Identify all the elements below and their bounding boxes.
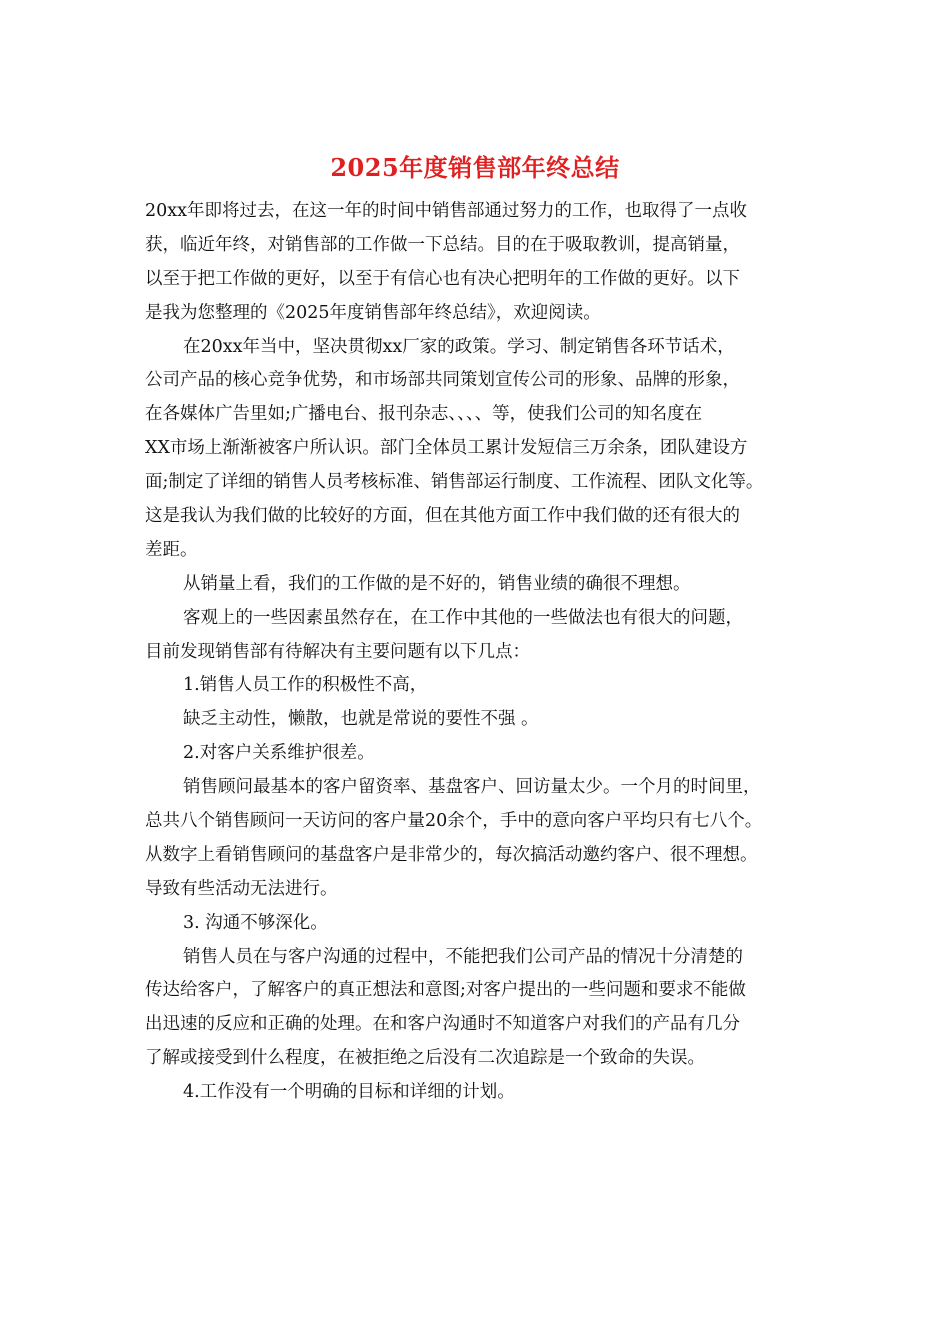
body-text-line: 客观上的一些因素虽然存在，在工作中其他的一些做法也有很大的问题， <box>183 607 743 628</box>
body-text-line: 4.工作没有一个明确的目标和详细的计划。 <box>183 1082 515 1103</box>
body-text-line: 销售人员在与客户沟通的过程中，不能把我们公司产品的情况十分清楚的 <box>183 946 743 967</box>
body-text-line: 差距。 <box>145 539 198 560</box>
body-text-line: 目前发现销售部有待解决有主要问题有以下几点： <box>145 641 530 662</box>
body-text-line: 从销量上看，我们的工作做的是不好的，销售业绩的确很不理想。 <box>183 573 691 594</box>
body-text-line: 获，临近年终，对销售部的工作做一下总结。目的在于吸取教训，提高销量， <box>145 234 740 255</box>
body-text-line: 缺乏主动性，懒散，也就是常说的要性不强 。 <box>183 709 539 730</box>
body-text-line: 导致有些活动无法进行。 <box>145 878 338 899</box>
body-text-line: 从数字上看销售顾问的基盘客户是非常少的，每次搞活动邀约客户、很不理想。 <box>145 844 758 865</box>
body-text-line: XX市场上渐渐被客户所认识。部门全体员工累计发短信三万余条，团队建设方 <box>145 438 748 459</box>
body-text-line: 在各媒体广告里如;广播电台、报刊杂志、、、、等，使我们公司的知名度在 <box>145 404 703 425</box>
body-text-line: 3. 沟通不够深化。 <box>183 912 328 933</box>
body-text-line: 1.销售人员工作的积极性不高， <box>183 675 428 696</box>
body-text-line: 在20xx年当中，坚决贯彻xx厂家的政策。学习、制定销售各环节话术， <box>183 336 735 357</box>
body-text-line: 传达给客户，了解客户的真正想法和意图;对客户提出的一些问题和要求不能做 <box>145 980 746 1001</box>
body-text-line: 销售顾问最基本的客户留资率、基盘客户、回访量太少。一个月的时间里， <box>183 777 761 798</box>
body-text-line: 面;制定了详细的销售人员考核标准、销售部运行制度、工作流程、团队文化等。 <box>145 472 764 493</box>
body-text-line: 出迅速的反应和正确的处理。在和客户沟通时不知道客户对我们的产品有几分 <box>145 1014 740 1035</box>
body-text-line: 总共八个销售顾问一天访问的客户量20余个，手中的意向客户平均只有七八个。 <box>145 811 763 832</box>
body-text-line: 了解或接受到什么程度，在被拒绝之后没有二次追踪是一个致命的失误。 <box>145 1048 705 1069</box>
body-text-line: 公司产品的核心竞争优势，和市场部共同策划宣传公司的形象、品牌的形象， <box>145 370 740 391</box>
document-body <box>145 195 825 1110</box>
body-text-line: 是我为您整理的《2025年度销售部年终总结》，欢迎阅读。 <box>145 302 601 323</box>
body-text-line: 以至于把工作做的更好，以至于有信心也有决心把明年的工作做的更好。以下 <box>145 268 740 289</box>
body-text-line: 这是我认为我们做的比较好的方面，但在其他方面工作中我们做的还有很大的 <box>145 506 740 527</box>
document-title: 2025年度销售部年终总结 <box>330 153 620 182</box>
body-text-line: 2.对客户关系维护很差。 <box>183 743 375 764</box>
body-text-line: 20xx年即将过去，在这一年的时间中销售部通过努力的工作，也取得了一点收 <box>145 201 748 221</box>
